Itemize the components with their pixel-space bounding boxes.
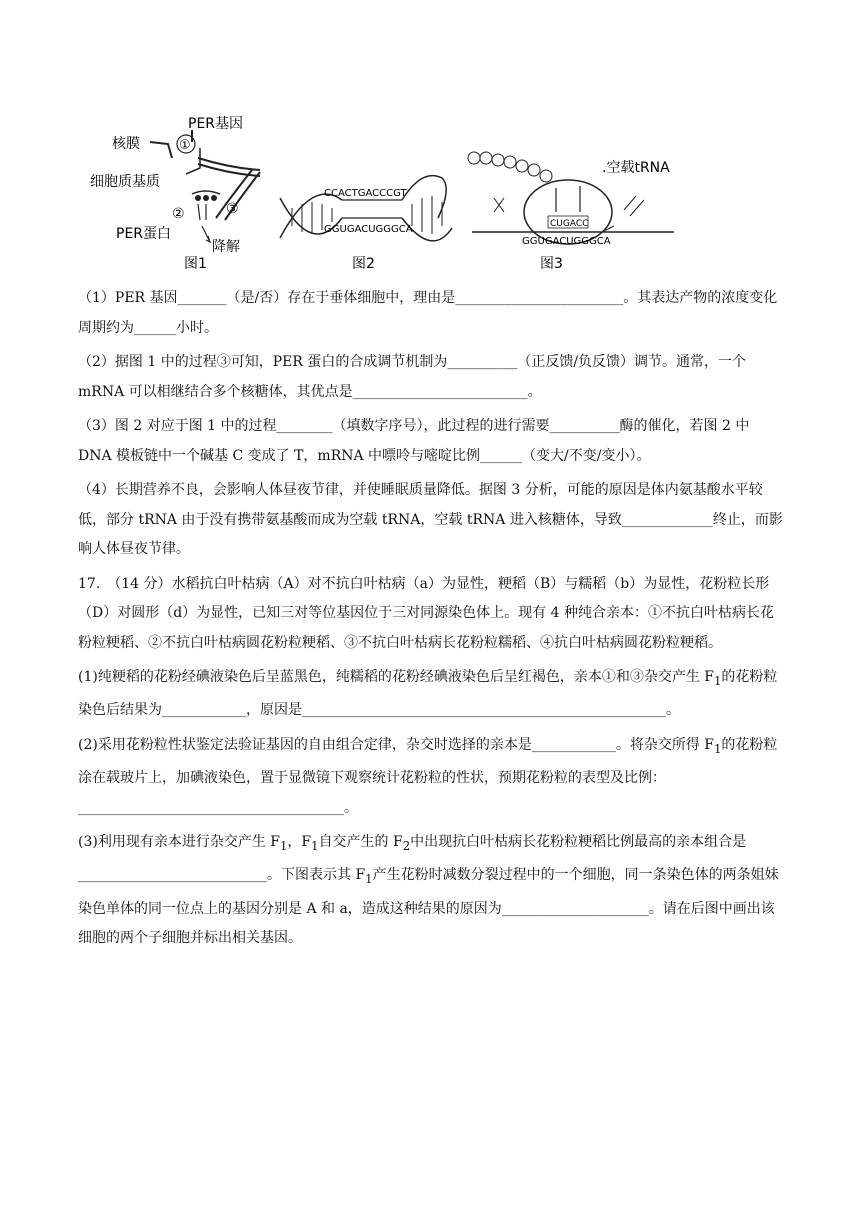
dna-top-strand: CCACTGACCCGT (324, 188, 407, 199)
label-per-protein: PER蛋白 (116, 226, 172, 242)
subscript: 1 (714, 741, 722, 756)
label-per-gene: PER基因 (188, 116, 244, 132)
q17-3-part-c: 自交产生的 F (318, 834, 403, 851)
fig2-caption: 图2 (352, 256, 375, 272)
subscript: 2 (402, 838, 411, 853)
fig3-caption: 图3 (540, 256, 563, 272)
subscript: 1 (311, 838, 319, 853)
q17-3-part-d: 中出现抗白叶枯病长花粉粒粳稻比例最高的亲本组合是___________________________。下图表示其 F (78, 834, 747, 884)
step-1: ① (179, 138, 191, 153)
step-2: ② (172, 206, 185, 222)
subscript: 1 (714, 673, 722, 688)
fig1-caption: 图1 (184, 256, 207, 272)
question-4: （4）长期营养不良，会影响人体昼夜节律，并使睡眠质量降低。据图 3 分析，可能的原因是体内氨基酸水平较低，部分 tRNA 由于没有携带氨基酸而成为空载 tRNA，空载 tRNA 进入核糖体，导致_____________终止，而影响人体昼夜节律。 (78, 482, 783, 557)
question-17: 17. （14 分）水稻抗白叶枯病（A）对不抗白叶枯病（a）为显性，粳稻（B）与糯稻（b）为显性，花粉粒长形（D）对圆形（d）为显性，已知三对等位基因位于三对同源染色体上。现有 4 种纯合亲本：①不抗白叶枯病长花粉粒粳稻、②不抗白叶枯病圆花粉粒粳稻、③不抗白叶枯病长花粉粒糯稻、④抗白叶枯病圆花粉粒粳稻。 (78, 575, 774, 651)
question-3: （3）图 2 对应于图 1 中的过程________（填数字序号），此过程的进行需要__________酶的催化，若图 2 中 DNA 模板链中一个碱基 C 变成了 T，mRNA 中嘌呤与嘧啶比例______（变大/不变/变小）。 (78, 418, 750, 464)
question-17-3 (78, 828, 784, 954)
mrna-strand: GGUGACUGGGCA (324, 224, 413, 235)
question-17-2 (78, 731, 784, 823)
q17-2-part-a: (2)采用花粉粒性状鉴定法验证基因的自由组合定律，杂交时选择的亲本是____________。将杂交所得 F (78, 736, 714, 753)
figure-3 (464, 108, 704, 278)
question-content (78, 284, 784, 954)
label-degrade: 降解 (212, 239, 240, 255)
figure-2 (272, 108, 462, 278)
q17-3-part-a: (3)利用现有亲本进行杂交产生 F (78, 834, 280, 851)
label-empty-trna: .空载tRNA (602, 160, 670, 176)
step-3: ③ (226, 201, 239, 217)
subscript: 1 (365, 872, 373, 887)
mrna-seq: GGUGACUGGGCA (522, 236, 611, 247)
question-1: （1）PER 基因_______（是/否）存在于垂体细胞中，理由是________________________。其表达产物的浓度变化周期约为______小时。 (78, 290, 778, 336)
figure-row (80, 108, 720, 278)
label-cytoplasm: 细胞质基质 (90, 174, 160, 190)
q17-3-part-e: 产生花粉时减数分裂过程中的一个细胞，同一条染色体的两条姐妹染色单体的同一位点上的基因分别是 A 和 a，造成这种结果的原因为_____________________。请在后图中画出该细胞的两个子细胞并标出相关基因。 (78, 867, 779, 947)
figure-1 (80, 108, 270, 278)
codon-top: CUGACC (550, 219, 589, 229)
question-2: （2）据图 1 中的过程③可知，PER 蛋白的合成调节机制为__________（正反馈/负反馈）调节。通常，一个 mRNA 可以相继结合多个核糖体，其优点是_________________________。 (78, 354, 747, 400)
subscript: 1 (280, 838, 288, 853)
q17-1-part-a: (1)纯粳稻的花粉经碘液染色后呈蓝黑色，纯糯稻的花粉经碘液染色后呈红褐色，亲本①和③杂交产生 F (78, 669, 714, 685)
label-nuclear-membrane: 核膜 (112, 136, 140, 152)
question-17-1 (78, 663, 784, 726)
q17-2-part-b: 的花粉粒涂在载玻片上，加碘液染色，置于显微镜下观察统计花粉粒的性状，预期花粉粒的表型及比例：______________________________________。 (78, 736, 778, 816)
q17-3-part-b: ，F (287, 834, 312, 851)
q17-1-part-b: 的花粉粒染色后结果为____________，原因是____________________________________________________。 (78, 669, 778, 719)
